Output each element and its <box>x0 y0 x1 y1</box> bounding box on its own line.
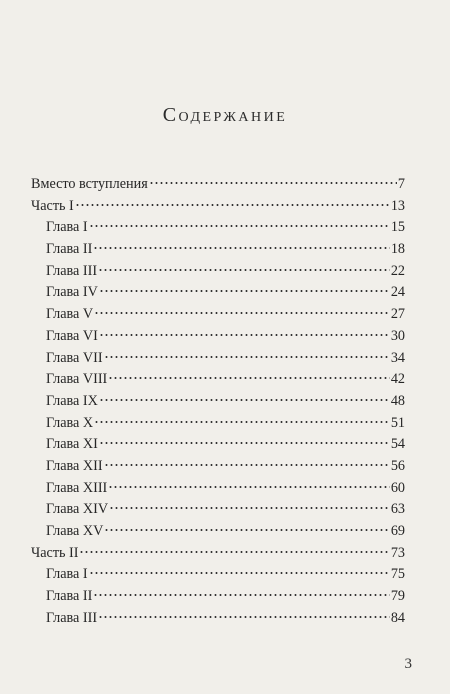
toc-entry-label: Глава IV <box>46 284 98 301</box>
dot-leader <box>104 528 389 532</box>
dot-leader <box>89 571 390 575</box>
dot-leader <box>99 398 390 402</box>
toc-entry-page-number: 48 <box>390 392 405 409</box>
toc-chapter-entry <box>31 239 405 261</box>
toc-chapter-entry <box>31 456 405 478</box>
dot-leader <box>93 593 389 597</box>
toc-entry-label: Часть I <box>31 197 74 214</box>
toc-entry-label: Глава X <box>46 414 94 431</box>
toc-heading: Содержание <box>162 104 288 126</box>
toc-entry-page-number: 54 <box>390 436 405 453</box>
dot-leader <box>99 333 390 337</box>
dot-leader <box>108 485 390 489</box>
page-number: 3 <box>404 656 412 672</box>
toc-entry-label: Глава XII <box>46 457 103 474</box>
toc-entry-page-number: 22 <box>390 262 405 279</box>
toc-entry-label: Глава VII <box>46 349 103 366</box>
toc-entry-page-number: 15 <box>390 219 405 236</box>
dot-leader <box>98 615 390 619</box>
toc-entry-label: Глава III <box>46 262 98 279</box>
toc-entry-label: Глава II <box>46 241 93 258</box>
dot-leader <box>99 441 390 445</box>
dot-leader <box>108 376 390 380</box>
toc-entry-page-number: 79 <box>390 588 405 605</box>
toc-entry-label: Глава II <box>46 588 93 605</box>
toc-entry-page-number: 56 <box>390 457 405 474</box>
toc-chapter-entry <box>31 304 405 326</box>
toc-entry-page-number: 27 <box>390 306 405 323</box>
toc-chapter-entry <box>31 499 405 521</box>
toc-entry-page-number: 75 <box>390 566 405 583</box>
toc-entry-page-number: 7 <box>397 176 405 192</box>
toc-part-entry <box>31 196 405 218</box>
toc-entry-page-number: 34 <box>390 349 405 366</box>
toc-entry-page-number: 42 <box>390 371 405 388</box>
dot-leader <box>75 203 390 207</box>
toc-chapter-entry <box>31 282 405 304</box>
toc-entry-label: Часть II <box>31 544 79 561</box>
toc-entry-page-number: 13 <box>390 197 405 214</box>
toc-entry-label: Глава VI <box>46 327 98 344</box>
toc-entry-page-number: 51 <box>390 414 405 431</box>
toc-entry-page-number: 30 <box>390 327 405 344</box>
dot-leader <box>104 355 390 359</box>
toc-entry-page-number: 73 <box>390 544 405 561</box>
toc-entry-label: Глава I <box>46 219 88 236</box>
dot-leader <box>98 268 390 272</box>
toc-chapter-entry <box>31 413 405 435</box>
toc-entry-page-number: 84 <box>390 609 405 626</box>
toc-entry-page-number: 24 <box>390 284 405 301</box>
toc-chapter-entry <box>31 564 405 586</box>
toc-chapter-entry <box>31 369 405 391</box>
table-of-contents <box>31 174 405 629</box>
dot-leader <box>94 311 390 315</box>
toc-chapter-entry <box>31 217 405 239</box>
dot-leader <box>109 506 390 510</box>
toc-chapter-entry <box>31 478 405 500</box>
toc-entry-label: Вместо вступления <box>31 176 148 192</box>
dot-leader <box>89 224 390 228</box>
dot-leader <box>94 420 390 424</box>
toc-entry-page-number: 18 <box>390 241 405 258</box>
toc-chapter-entry <box>31 326 405 348</box>
toc-entry-page-number: 63 <box>390 501 405 518</box>
toc-part-entry <box>31 174 405 196</box>
toc-entry-label: Глава III <box>46 609 98 626</box>
toc-entry-label: Глава V <box>46 306 94 323</box>
dot-leader <box>93 246 389 250</box>
dot-leader <box>99 289 390 293</box>
toc-entry-label: Глава VIII <box>46 371 108 388</box>
toc-entry-label: Глава IX <box>46 392 98 409</box>
toc-entry-page-number: 60 <box>390 479 405 496</box>
toc-chapter-entry <box>31 608 405 630</box>
toc-part-entry <box>31 543 405 565</box>
toc-chapter-entry <box>31 348 405 370</box>
dot-leader <box>79 550 389 554</box>
toc-entry-label: Глава I <box>46 566 88 583</box>
toc-entry-label: Глава XIV <box>46 501 109 518</box>
toc-chapter-entry <box>31 391 405 413</box>
toc-chapter-entry <box>31 586 405 608</box>
toc-chapter-entry <box>31 261 405 283</box>
toc-entry-label: Глава XV <box>46 523 104 539</box>
dot-leader <box>149 181 397 185</box>
toc-entry-page-number: 69 <box>390 523 405 539</box>
toc-chapter-entry <box>31 434 405 456</box>
toc-chapter-entry <box>31 521 405 543</box>
toc-entry-label: Глава XIII <box>46 479 108 496</box>
dot-leader <box>104 463 390 467</box>
toc-entry-label: Глава XI <box>46 436 98 453</box>
